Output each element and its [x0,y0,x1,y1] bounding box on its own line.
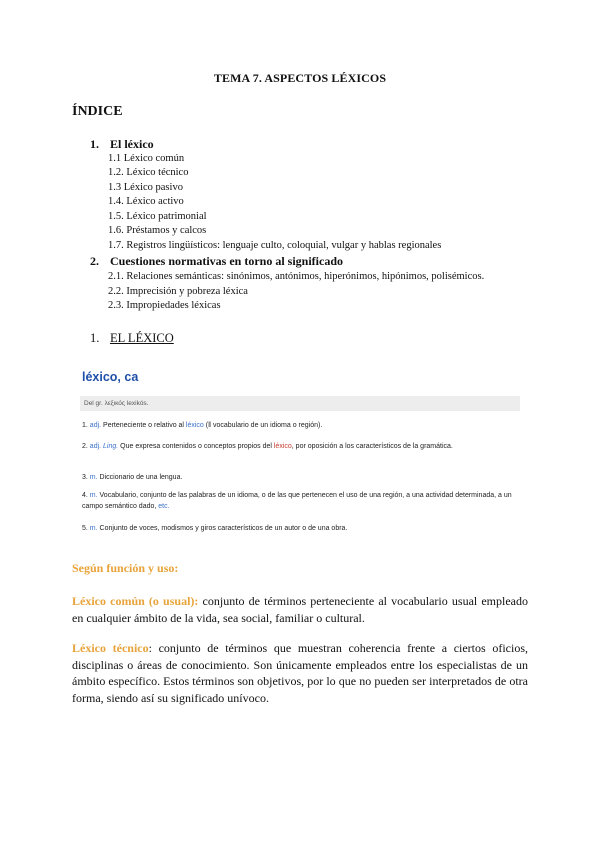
toc-item: 1.2. Léxico técnico [108,167,189,178]
sense-text: Perteneciente o relativo al [101,422,186,429]
sense-link[interactable]: léxico [185,422,204,429]
toc-section-1 [90,137,154,152]
sense-abbr: adj. [89,422,102,429]
dictionary-sense [82,472,520,483]
dictionary-etymology: Del gr. λεξικός lexikós. [80,396,520,411]
toc-item: 2.1. Relaciones semánticas: sinónimos, antónimos, hiperónimos, hipónimos, polisémicos. [108,271,485,282]
sense-abbr: adj. [89,443,102,450]
sense-abbr: Ling. [101,443,119,450]
sense-number: 3. [82,474,88,481]
toc-item: 1.7. Registros lingüísticos: lenguaje culto, coloquial, vulgar y hablas regionales [108,240,442,251]
dictionary-sense [82,441,520,452]
toc-item: 1.1 Léxico común [108,153,185,164]
section-heading [90,331,174,346]
toc-item: 1.6. Préstamos y calcos [108,225,207,236]
document-title: TEMA 7. ASPECTOS LÉXICOS [213,71,387,85]
toc-section-label: Cuestiones normativas en torno al significado [110,254,344,268]
toc-section-label: El léxico [110,137,154,151]
dictionary-sense [82,523,520,534]
toc-section-2 [90,254,343,269]
toc-item: 2.3. Impropiedades léxicas [108,300,221,311]
sense-number: 5. [82,525,88,532]
sense-text: Conjunto de voces, modismos y giros característicos de un autor o de una obra. [97,525,348,532]
dictionary-sense [82,420,520,431]
toc-item: 1.5. Léxico patrimonial [108,211,207,222]
sense-abbr: m. [89,525,98,532]
sense-number: 1. [82,422,88,429]
sense-text: Que expresa contenidos o conceptos propios del [118,443,274,450]
sense-abbr: m. [89,492,98,499]
sense-text: (‖ vocabulario de un idioma o región). [203,422,323,429]
term-label: Léxico técnico [72,641,149,655]
paragraph-lexico-tecnico [72,640,528,706]
paragraph-lexico-comun [72,593,528,626]
section-label: EL LÉXICO [110,331,174,345]
sense-link[interactable]: etc. [158,503,170,510]
paragraph-text: conjunto de términos perteneciente al vocabulario usual empleado en cualquier ámbito de la vida, sea social, familiar o cultural. [72,594,529,625]
sense-highlight: léxico [273,443,292,450]
sense-text: Vocabulario, conjunto de las palabras de un idioma, o de las que pertenecen el uso de una región, a una actividad determinada, a un campo semántico dado, [82,492,512,510]
dictionary-entry-image [72,366,522,538]
sense-text: Diccionario de una lengua. [97,474,183,481]
paragraph-text: : conjunto de términos que muestran coherencia frente a ciertos oficios, disciplinas o áreas de conocimiento. Son únicamente empleados entre los especialistas de un ámbito específico. Estos términos son objetivos, por lo que no pueden ser interpretados de otra forma, siendo así su significado unívoco. [72,641,528,705]
toc-section-number: 1. [90,137,99,151]
toc-item: 1.3 Léxico pasivo [108,182,183,193]
dictionary-lemma: léxico, ca [82,370,139,384]
index-heading: ÍNDICE [72,104,123,119]
toc-section-number: 2. [90,254,99,268]
subsection-heading: Según función y uso: [72,561,179,575]
toc-item: 2.2. Imprecisión y pobreza léxica [108,286,248,297]
sense-number: 4. [82,492,88,499]
term-label: Léxico común (o usual): [72,594,199,608]
sense-text: , por oposición a los característicos de la gramática. [291,443,453,450]
sense-number: 2. [82,443,88,450]
sense-abbr: m. [89,474,98,481]
dictionary-sense [82,490,520,512]
toc-item: 1.4. Léxico activo [108,196,184,207]
section-number: 1. [90,331,100,345]
